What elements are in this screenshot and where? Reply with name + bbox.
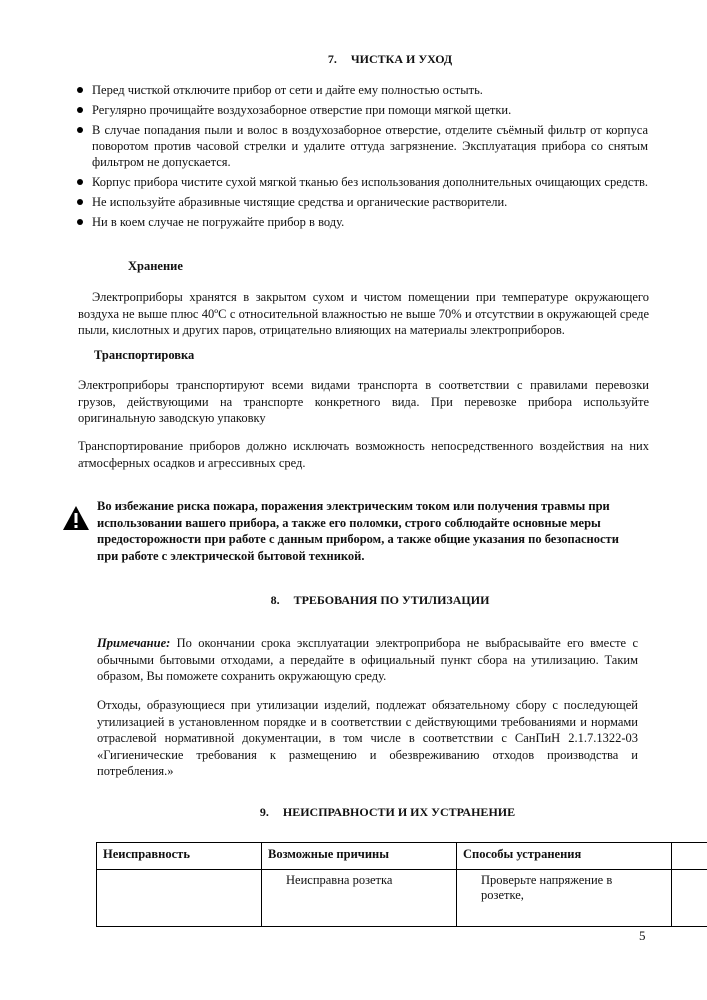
- disposal-note: [97, 635, 638, 685]
- cleaning-bullet-list: [78, 82, 648, 234]
- faults-table: [96, 842, 707, 927]
- section-number: 7.: [327, 52, 337, 66]
- page-number: 5: [639, 928, 646, 943]
- warning-triangle-icon: [62, 505, 90, 531]
- section-number: 9.: [259, 805, 269, 819]
- section-7-title: [0, 52, 707, 67]
- waste-paragraph: Отходы, образующиеся при утилизации изделий, подлежат обязательному сбору с последующей утилизацией в установленном порядке и в соответствии с действующими требованиями и нормами отраслевой нормативной документации, в том числе в соответствии с СанПиН 2.1.7.1322-03 «Гигиенические требования к размещению и обезвреживанию отходов производства и потребления.»: [97, 698, 638, 778]
- section-title-text: ТРЕБОВАНИЯ ПО УТИЛИЗАЦИИ: [293, 593, 490, 607]
- list-item: Корпус прибора чистите сухой мягкой тканью без использования дополнительных очищающих средств.: [78, 174, 648, 190]
- bullet-icon: [77, 87, 83, 93]
- section-title-text: ЧИСТКА И УХОД: [350, 52, 453, 66]
- list-item: В случае попадания пыли и волос в воздухозаборное отверстие, отделите съёмный фильтр от корпуса поворотом против часовой стрелки и удалите оттуда загрязнение. Эксплуатация прибора со снятым фильтром не допускается.: [78, 122, 648, 170]
- section-title-text: НЕИСПРАВНОСТИ И ИХ УСТРАНЕНИЕ: [282, 805, 516, 819]
- bullet-icon: [77, 107, 83, 113]
- note-label: Примечание:: [97, 636, 171, 650]
- table-cell: [97, 870, 262, 927]
- table-header-cell: Способы устранения: [457, 843, 672, 870]
- list-item: Регулярно прочищайте воздухозаборное отверстие при помощи мягкой щетки.: [78, 102, 648, 118]
- transport-paragraph-2: Транспортирование приборов должно исключать возможность непосредственного воздействия на них атмосферных осадков и агрессивных сред.: [78, 439, 649, 470]
- bullet-icon: [77, 127, 83, 133]
- table-row: [97, 870, 707, 927]
- bullet-icon: [77, 199, 83, 205]
- note-text: По окончании срока эксплуатации электроприбора не выбрасывайте его вместе с обычными бытовыми отходами, а передайте в официальный пункт сбора на утилизацию. Таким образом, Вы поможете сохранить окружающую среду.: [97, 636, 638, 683]
- section-number: 8.: [270, 593, 280, 607]
- table-header-cell: Неисправность: [97, 843, 262, 870]
- table-cell: [672, 870, 707, 927]
- table-header-cell: Возможные причины: [262, 843, 457, 870]
- table-cell: Проверьте напряжение в розетке,: [457, 870, 672, 927]
- list-item: Ни в коем случае не погружайте прибор в воду.: [78, 214, 648, 230]
- section-8-title: [0, 593, 707, 608]
- safety-warning-text: Во избежание риска пожара, поражения электрическим током или получения травмы при использовании вашего прибора, а также его поломки, строго соблюдайте основные меры предосторожности при работе с данным прибором, а также общие указания по безопасности при работе с электрической бытовой техникой.: [97, 499, 619, 563]
- table-header-cell: [672, 843, 707, 870]
- bullet-icon: [77, 219, 83, 225]
- section-9-title: [0, 805, 707, 820]
- storage-paragraph: Электроприборы хранятся в закрытом сухом и чистом помещении при температуре окружающего воздуха не выше плюс 40ºС с относительной влажностью не выше 70% и отсутствии в окружающей среде пыли, кислотных и других паров, отрицательно влияющих на материалы электроприборов.: [78, 290, 649, 337]
- table-cell: Неисправна розетка: [262, 870, 457, 927]
- storage-heading: Хранение: [128, 259, 183, 273]
- list-item: Перед чисткой отключите прибор от сети и дайте ему полностью остыть.: [78, 82, 648, 98]
- table-header-row: [97, 843, 707, 870]
- list-item: Не используйте абразивные чистящие средства и органические растворители.: [78, 194, 648, 210]
- transport-paragraph-1: Электроприборы транспортируют всеми видами транспорта в соответствии с правилами перевозки грузов, действующими на транспорте конкретного вида. При перевозке прибора используйте оригинальную заводскую упаковку: [78, 378, 649, 425]
- bullet-icon: [77, 179, 83, 185]
- transport-heading: Транспортировка: [94, 348, 195, 362]
